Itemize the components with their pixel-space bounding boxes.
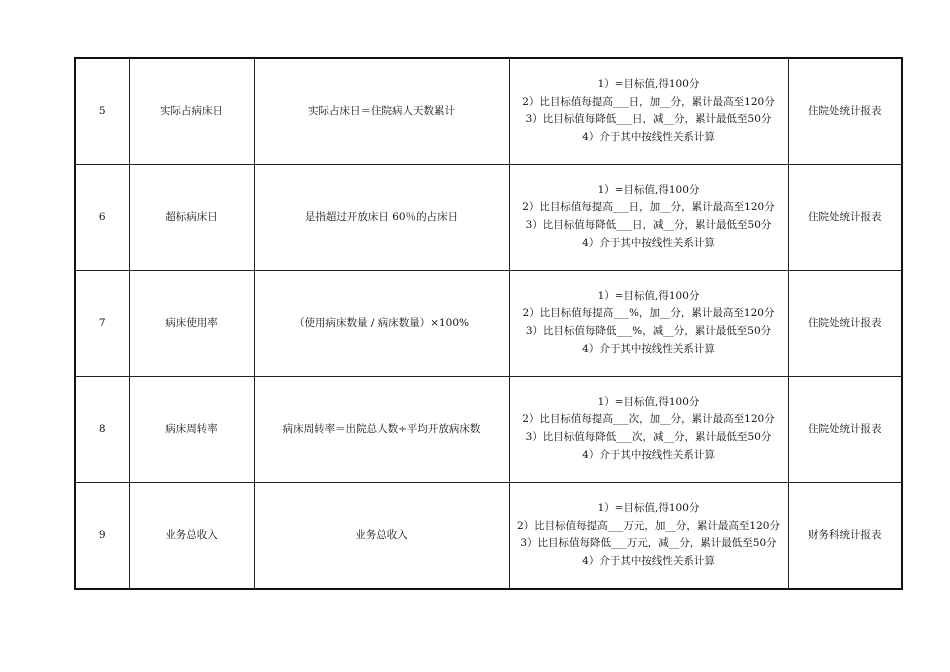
row-number: 7: [75, 270, 129, 376]
rule-line: 4）介于其中按线性关系计算: [582, 236, 715, 249]
rule-line: 1）=目标值,得100分: [597, 183, 700, 196]
indicator-definition: 病床周转率＝出院总人数÷平均开放病床数: [254, 376, 509, 482]
rule-line: 2）比目标值每提高___%，加__分，累计最高至120分: [522, 307, 775, 320]
rule-line: 3）比目标值每降低___次，减__分，累计最低至50分: [525, 431, 772, 443]
scoring-rules: [509, 482, 788, 589]
data-source: 住院处统计报表: [788, 58, 902, 164]
scoring-rules: [509, 58, 788, 164]
data-source: 住院处统计报表: [788, 164, 902, 270]
indicator-definition: （使用病床数量 / 病床数量）×100%: [254, 270, 509, 376]
scoring-rules: [509, 270, 788, 376]
data-source: 住院处统计报表: [788, 376, 902, 482]
table-row: [75, 58, 902, 164]
rule-line: 4）介于其中按线性关系计算: [582, 554, 715, 567]
rule-line: 3）比目标值每降低___万元，减__分，累计最低至50分: [520, 537, 777, 550]
scoring-rules: [509, 164, 788, 270]
rule-line: 3）比目标值每降低___日，减__分，累计最低至50分: [525, 219, 772, 231]
rule-line: 2）比目标值每提高___万元，加__分，累计最高至120分: [517, 519, 780, 532]
scoring-rules: [509, 376, 788, 482]
data-source: 住院处统计报表: [788, 270, 902, 376]
rule-line: 2）比目标值每提高___次，加__分，累计最高至120分: [522, 413, 775, 426]
rule-line: 3）比目标值每降低___%，减__分，累计最低至50分: [525, 325, 772, 337]
rule-line: 4）介于其中按线性关系计算: [582, 448, 715, 461]
rule-line: 1）=目标值,得100分: [597, 395, 700, 408]
indicator-name: 病床周转率: [129, 376, 254, 482]
table-row: [75, 164, 902, 270]
table-row: [75, 270, 902, 376]
rule-line: 1）=目标值,得100分: [597, 78, 700, 91]
row-number: 8: [75, 376, 129, 482]
data-source: 财务科统计报表: [788, 482, 902, 589]
rule-line: 1）=目标值,得100分: [597, 289, 700, 302]
rule-line: 4）介于其中按线性关系计算: [582, 130, 715, 143]
table-row: [75, 482, 902, 589]
indicator-name: 业务总收入: [129, 482, 254, 589]
rule-line: 2）比目标值每提高___日，加__分，累计最高至120分: [522, 201, 775, 214]
kpi-table: [74, 57, 903, 590]
indicator-name: 超标病床日: [129, 164, 254, 270]
row-number: 9: [75, 482, 129, 589]
rule-line: 1）=目标值,得100分: [597, 502, 700, 515]
indicator-definition: 实际占床日＝住院病人天数累计: [254, 58, 509, 164]
table-row: [75, 376, 902, 482]
indicator-definition: 业务总收入: [254, 482, 509, 589]
row-number: 5: [75, 58, 129, 164]
indicator-definition: 是指超过开放床日 60％的占床日: [254, 164, 509, 270]
rule-line: 2）比目标值每提高___日，加__分，累计最高至120分: [522, 95, 775, 108]
rule-line: 3）比目标值每降低___日，减__分，累计最低至50分: [525, 113, 772, 126]
rule-line: 4）介于其中按线性关系计算: [582, 342, 715, 355]
indicator-name: 实际占病床日: [129, 58, 254, 164]
row-number: 6: [75, 164, 129, 270]
indicator-name: 病床使用率: [129, 270, 254, 376]
